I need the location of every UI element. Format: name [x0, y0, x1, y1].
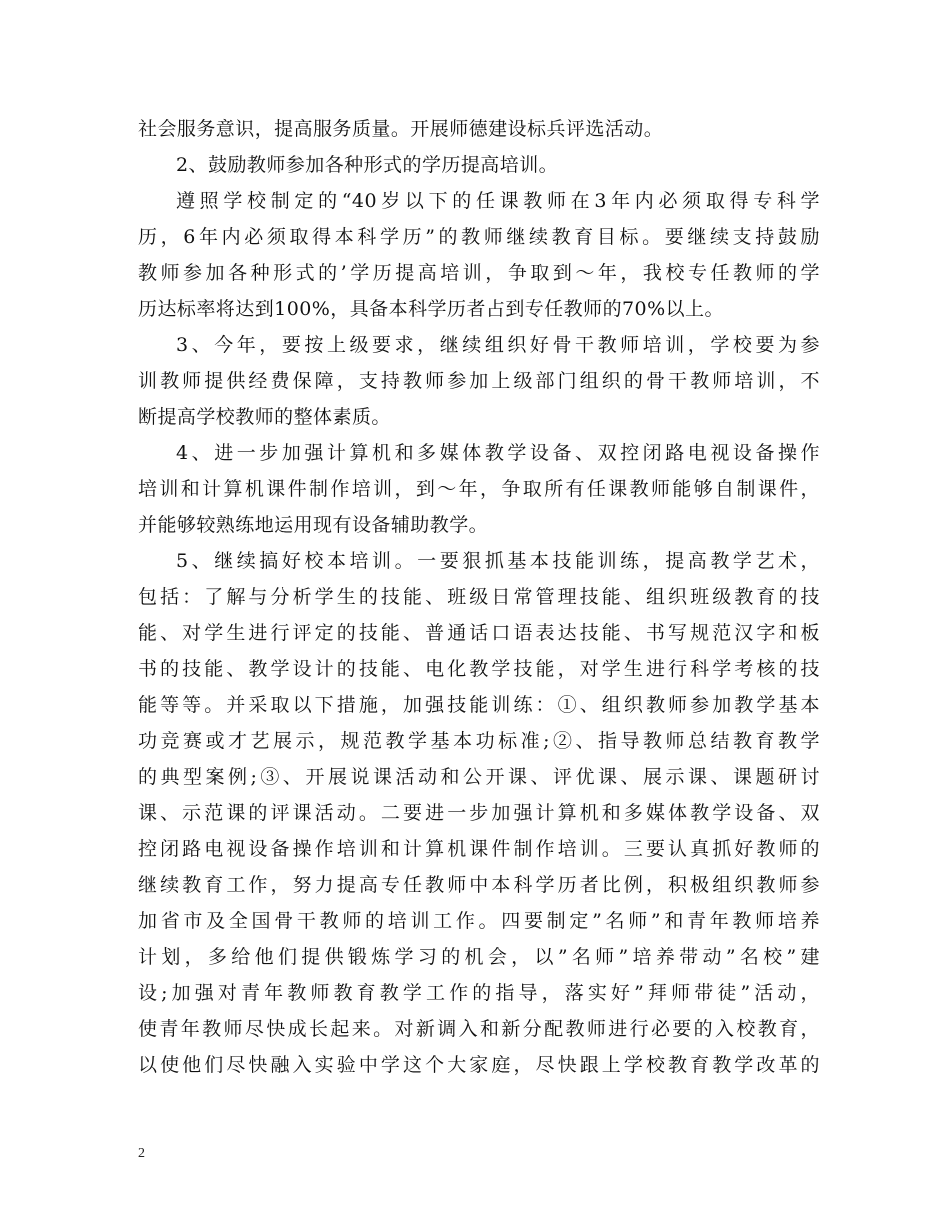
text-line: 加省市及全国骨干教师的培训工作。四要制定”名师”和青年教师培养	[138, 910, 820, 932]
page-number: 2	[138, 1146, 145, 1161]
text-line: 包括：了解与分析学生的技能、班级日常管理技能、组织班级教育的技	[138, 586, 820, 608]
text-line: 使青年教师尽快成长起来。对新调入和新分配教师进行必要的入校教育，	[138, 1018, 820, 1040]
text-line: 4、进一步加强计算机和多媒体教学设备、双控闭路电视设备操作	[176, 442, 820, 464]
body-text	[138, 111, 820, 1083]
text-line: 训教师提供经费保障，支持教师参加上级部门组织的骨干教师培训，不	[138, 370, 820, 392]
text-line: 3、今年，要按上级要求，继续组织好骨干教师培训，学校要为参	[176, 334, 820, 356]
text-line: 社会服务意识，提高服务质量。开展师德建设标兵评选活动。	[138, 118, 664, 140]
text-line: 的典型案例;③、开展说课活动和公开课、评优课、展示课、课题研讨	[138, 766, 820, 788]
text-line: 功竞赛或才艺展示，规范教学基本功标准;②、指导教师总结教育教学	[138, 730, 820, 752]
text-line: 控闭路电视设备操作培训和计算机课件制作培训。三要认真抓好教师的	[138, 838, 820, 860]
text-line: 培训和计算机课件制作培训，到～年，争取所有任课教师能够自制课件，	[138, 478, 820, 500]
text-line: 2、鼓励教师参加各种形式的学历提高培训。	[176, 154, 559, 176]
text-line: 并能够较熟练地运用现有设备辅助教学。	[138, 514, 489, 536]
text-line: 历达标率将达到100%，具备本科学历者占到专任教师的70%以上。	[138, 298, 724, 320]
text-line: 断提高学校教师的整体素质。	[138, 406, 391, 428]
text-line: 以使他们尽快融入实验中学这个大家庭，尽快跟上学校教育教学改革的	[138, 1054, 820, 1076]
text-line: 书的技能、教学设计的技能、电化教学技能，对学生进行科学考核的技	[138, 658, 820, 680]
text-line: 教师参加各种形式的’学历提高培训，争取到～年，我校专任教师的学	[138, 262, 820, 284]
text-line: 继续教育工作，努力提高专任教师中本科学历者比例，积极组织教师参	[138, 874, 820, 896]
text-line: 5、继续搞好校本培训。一要狠抓基本技能训练，提高教学艺术，	[176, 550, 820, 572]
text-line: 遵照学校制定的“40岁以下的任课教师在3年内必须取得专科学	[176, 190, 820, 212]
text-line: 设;加强对青年教师教育教学工作的指导，落实好”拜师带徒”活动，	[138, 982, 820, 1004]
text-line: 能、对学生进行评定的技能、普通话口语表达技能、书写规范汉字和板	[138, 622, 820, 644]
text-line: 计划，多给他们提供锻炼学习的机会，以”名师”培养带动”名校”建	[138, 946, 820, 968]
text-line: 课、示范课的评课活动。二要进一步加强计算机和多媒体教学设备、双	[138, 802, 820, 824]
text-line: 历，6年内必须取得本科学历”的教师继续教育目标。要继续支持鼓励	[138, 226, 820, 248]
text-line: 能等等。并采取以下措施，加强技能训练：①、组织教师参加教学基本	[138, 694, 820, 716]
